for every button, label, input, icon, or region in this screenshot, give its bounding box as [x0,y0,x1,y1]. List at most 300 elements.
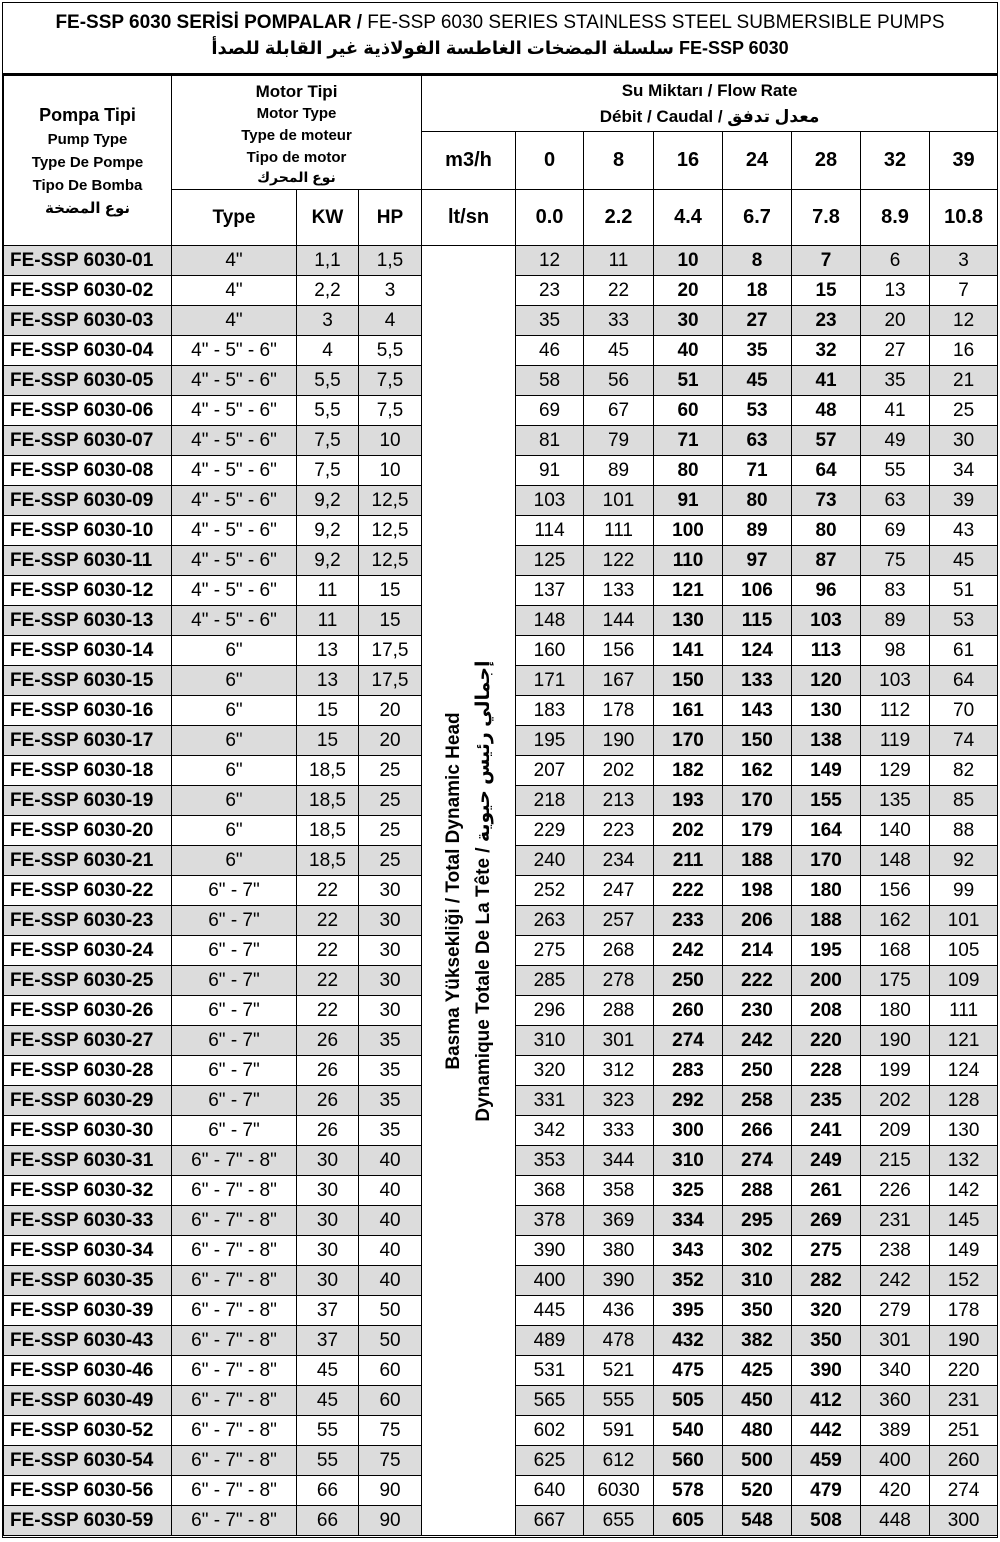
head-cell: 27 [861,336,930,366]
head-cell: 182 [654,756,723,786]
model-cell: FE-SSP 6030-03 [4,306,172,336]
model-cell: FE-SSP 6030-43 [4,1326,172,1356]
head-cell: 155 [792,786,861,816]
model-cell: FE-SSP 6030-23 [4,906,172,936]
flow-ltsn-cell: 8.9 [861,190,930,246]
head-cell: 200 [792,966,861,996]
head-cell: 111 [930,996,998,1026]
hp-cell: 25 [359,786,422,816]
head-cell: 331 [516,1086,584,1116]
head-cell: 175 [861,966,930,996]
head-cell: 202 [654,816,723,846]
hp-cell: 25 [359,756,422,786]
head-cell: 340 [861,1356,930,1386]
head-cell: 13 [861,276,930,306]
head-cell: 56 [584,366,654,396]
motor-type-cell: 6" [172,666,297,696]
model-cell: FE-SSP 6030-39 [4,1296,172,1326]
model-cell: FE-SSP 6030-16 [4,696,172,726]
motor-type-cell: 4" - 5" - 6" [172,546,297,576]
pump-type-en: Pump Type [47,130,128,148]
motor-type-cell: 6" - 7" [172,1056,297,1086]
head-cell: 333 [584,1116,654,1146]
head-cell: 436 [584,1296,654,1326]
head-cell: 257 [584,906,654,936]
model-cell: FE-SSP 6030-46 [4,1356,172,1386]
model-cell: FE-SSP 6030-05 [4,366,172,396]
head-cell: 45 [723,366,792,396]
head-cell: 202 [584,756,654,786]
hp-cell: 30 [359,876,422,906]
motor-type-ar: نوع المحرك [257,168,336,185]
head-cell: 152 [930,1266,998,1296]
motor-type-cell: 6" - 7" - 8" [172,1416,297,1446]
hp-cell: 15 [359,606,422,636]
kw-cell: 26 [297,1056,359,1086]
hp-cell: 60 [359,1356,422,1386]
motor-type-cell: 6" - 7" [172,1086,297,1116]
kw-cell: 26 [297,1086,359,1116]
head-cell: 320 [792,1296,861,1326]
head-cell: 148 [516,606,584,636]
hp-cell: 20 [359,726,422,756]
head-cell: 16 [930,336,998,366]
model-cell: FE-SSP 6030-52 [4,1416,172,1446]
head-cell: 390 [584,1266,654,1296]
head-cell: 69 [516,396,584,426]
motor-type-cell: 6" - 7" [172,996,297,1026]
head-cell: 61 [930,636,998,666]
head-cell: 209 [861,1116,930,1146]
head-cell: 115 [723,606,792,636]
hp-cell: 35 [359,1026,422,1056]
head-cell: 130 [792,696,861,726]
head-cell: 231 [861,1206,930,1236]
motor-type-cell: 4" - 5" - 6" [172,606,297,636]
head-cell: 223 [584,816,654,846]
head-cell: 170 [792,846,861,876]
head-cell: 51 [930,576,998,606]
head-cell: 369 [584,1206,654,1236]
head-cell: 156 [584,636,654,666]
head-cell: 548 [723,1506,792,1536]
model-cell: FE-SSP 6030-56 [4,1476,172,1506]
head-cell: 6030 [584,1476,654,1506]
head-cell: 233 [654,906,723,936]
head-cell: 124 [723,636,792,666]
head-cell: 195 [516,726,584,756]
pump-type-ar: نوع المضخة [45,199,130,217]
head-cell: 260 [930,1446,998,1476]
head-cell: 605 [654,1506,723,1536]
head-cell: 250 [654,966,723,996]
model-cell: FE-SSP 6030-30 [4,1116,172,1146]
kw-cell: 9,2 [297,546,359,576]
kw-cell: 22 [297,966,359,996]
head-cell: 432 [654,1326,723,1356]
model-cell: FE-SSP 6030-13 [4,606,172,636]
head-cell: 214 [723,936,792,966]
head-cell: 208 [792,996,861,1026]
head-cell: 279 [861,1296,930,1326]
head-cell: 342 [516,1116,584,1146]
head-cell: 241 [792,1116,861,1146]
motor-type-cell: 6" - 7" - 8" [172,1326,297,1356]
head-cell: 178 [930,1296,998,1326]
head-cell: 80 [654,456,723,486]
kw-cell: 18,5 [297,846,359,876]
hp-cell: 40 [359,1146,422,1176]
head-cell: 39 [930,486,998,516]
head-cell: 8 [723,246,792,276]
title-model: FE-SSP 6030 [678,38,789,58]
head-cell: 459 [792,1446,861,1476]
head-cell: 230 [723,996,792,1026]
head-cell: 222 [723,966,792,996]
head-cell: 188 [792,906,861,936]
head-cell: 190 [861,1026,930,1056]
head-cell: 263 [516,906,584,936]
head-cell: 71 [654,426,723,456]
head-cell: 285 [516,966,584,996]
motor-type-es: Tipo de motor [246,148,347,166]
head-cell: 480 [723,1416,792,1446]
hp-cell: 15 [359,576,422,606]
head-cell: 193 [654,786,723,816]
hp-cell: 25 [359,846,422,876]
head-cell: 310 [654,1146,723,1176]
head-cell: 190 [584,726,654,756]
model-cell: FE-SSP 6030-21 [4,846,172,876]
head-cell: 301 [861,1326,930,1356]
title-rest: FE-SSP 6030 SERIES STAINLESS STEEL SUBMERSIBLE PUMPS [362,12,945,33]
kw-cell: 2,2 [297,276,359,306]
motor-type-header [172,76,422,190]
head-cell: 250 [723,1056,792,1086]
motor-type-cell: 4" [172,246,297,276]
motor-type-tr: Motor Tipi [255,81,338,101]
pump-type-tr: Pompa Tipi [39,104,136,125]
head-cell: 368 [516,1176,584,1206]
head-cell: 378 [516,1206,584,1236]
head-cell: 30 [654,306,723,336]
head-cell: 143 [723,696,792,726]
motor-type-cell: 6" - 7" - 8" [172,1146,297,1176]
head-cell: 229 [516,816,584,846]
head-cell: 53 [930,606,998,636]
flow-ltsn-cell: 10.8 [930,190,998,246]
head-cell: 310 [516,1026,584,1056]
head-cell: 540 [654,1416,723,1446]
pump-type-fr: Type De Pompe [31,153,144,171]
motor-type-cell: 6" - 7" [172,936,297,966]
pump-type-es: Tipo De Bomba [32,176,143,194]
head-cell: 89 [861,606,930,636]
head-cell: 343 [654,1236,723,1266]
head-cell: 34 [930,456,998,486]
head-cell: 57 [792,426,861,456]
head-cell: 133 [584,576,654,606]
head-cell: 389 [861,1416,930,1446]
hp-cell: 35 [359,1086,422,1116]
head-cell: 18 [723,276,792,306]
head-cell: 125 [516,546,584,576]
head-cell: 350 [723,1296,792,1326]
head-cell: 268 [584,936,654,966]
head-cell: 231 [930,1386,998,1416]
kw-cell: 45 [297,1356,359,1386]
table-body [4,246,998,1536]
model-cell: FE-SSP 6030-06 [4,396,172,426]
head-cell: 45 [930,546,998,576]
model-cell: FE-SSP 6030-35 [4,1266,172,1296]
head-cell: 23 [516,276,584,306]
kw-cell: 55 [297,1416,359,1446]
head-cell: 520 [723,1476,792,1506]
flow-m3h-cell: 32 [861,132,930,190]
title-bold: FE-SSP 6030 SERİSİ POMPALAR / [55,12,363,33]
title-line-2 [3,35,997,61]
head-cell: 170 [723,786,792,816]
head-cell: 180 [792,876,861,906]
model-cell: FE-SSP 6030-29 [4,1086,172,1116]
head-cell: 215 [861,1146,930,1176]
model-cell: FE-SSP 6030-09 [4,486,172,516]
head-cell: 448 [861,1506,930,1536]
head-cell: 310 [723,1266,792,1296]
head-cell: 103 [516,486,584,516]
head-cell: 252 [516,876,584,906]
head-cell: 195 [792,936,861,966]
hp-cell: 30 [359,966,422,996]
total-dynamic-head-label [422,246,516,1536]
head-cell: 425 [723,1356,792,1386]
kw-cell: 7,5 [297,426,359,456]
hp-cell: 40 [359,1236,422,1266]
head-cell: 560 [654,1446,723,1476]
head-cell: 160 [516,636,584,666]
head-cell: 302 [723,1236,792,1266]
head-cell: 141 [654,636,723,666]
head-cell: 101 [930,906,998,936]
kw-cell: 22 [297,906,359,936]
head-cell: 111 [584,516,654,546]
head-cell: 228 [792,1056,861,1086]
kw-cell: 66 [297,1506,359,1536]
head-cell: 145 [930,1206,998,1236]
model-cell: FE-SSP 6030-25 [4,966,172,996]
head-cell: 58 [516,366,584,396]
motor-type-cell: 6" - 7" - 8" [172,1176,297,1206]
head-cell: 301 [584,1026,654,1056]
kw-cell: 30 [297,1146,359,1176]
head-cell: 296 [516,996,584,1026]
head-cell: 100 [654,516,723,546]
flow-m3h-cell: 8 [584,132,654,190]
head-cell: 12 [930,306,998,336]
head-cell: 113 [792,636,861,666]
head-label-line-2: Dynamique Totale De La Tête / إجمالي رئيس حيوية [472,659,494,1122]
head-cell: 15 [792,276,861,306]
kw-cell: 4 [297,336,359,366]
kw-cell: 5,5 [297,366,359,396]
head-cell: 64 [792,456,861,486]
head-cell: 96 [792,576,861,606]
kw-cell: 13 [297,666,359,696]
head-cell: 81 [516,426,584,456]
hp-cell: 30 [359,906,422,936]
head-cell: 35 [723,336,792,366]
type-header: Type [172,190,297,246]
head-cell: 352 [654,1266,723,1296]
head-cell: 119 [861,726,930,756]
kw-cell: 15 [297,726,359,756]
head-cell: 35 [861,366,930,396]
motor-type-cell: 4" - 5" - 6" [172,576,297,606]
flow-rate-header [422,76,998,132]
hp-cell: 10 [359,426,422,456]
head-cell: 240 [516,846,584,876]
head-cell: 344 [584,1146,654,1176]
head-cell: 249 [792,1146,861,1176]
head-cell: 49 [861,426,930,456]
hp-cell: 5,5 [359,336,422,366]
head-cell: 6 [861,246,930,276]
title-line-1 [3,11,997,35]
head-cell: 83 [861,576,930,606]
motor-type-cell: 4" [172,276,297,306]
motor-type-cell: 4" - 5" - 6" [172,516,297,546]
head-cell: 71 [723,456,792,486]
head-cell: 198 [723,876,792,906]
motor-type-cell: 6" - 7" - 8" [172,1446,297,1476]
hp-cell: 90 [359,1506,422,1536]
head-cell: 288 [723,1176,792,1206]
head-cell: 400 [861,1446,930,1476]
flow-m3h-cell: 39 [930,132,998,190]
model-cell: FE-SSP 6030-07 [4,426,172,456]
head-cell: 178 [584,696,654,726]
head-cell: 33 [584,306,654,336]
hp-cell: 7,5 [359,366,422,396]
head-cell: 235 [792,1086,861,1116]
head-cell: 275 [792,1236,861,1266]
head-cell: 27 [723,306,792,336]
hp-cell: 17,5 [359,666,422,696]
model-cell: FE-SSP 6030-33 [4,1206,172,1236]
head-cell: 390 [516,1236,584,1266]
head-cell: 390 [792,1356,861,1386]
flow-rate-line-2: Débit / Caudal / معدل تدفق [599,106,820,126]
head-cell: 500 [723,1446,792,1476]
head-cell: 218 [516,786,584,816]
head-cell: 300 [930,1506,998,1536]
kw-cell: 9,2 [297,516,359,546]
head-cell: 350 [792,1326,861,1356]
model-cell: FE-SSP 6030-59 [4,1506,172,1536]
hp-cell: 50 [359,1326,422,1356]
head-cell: 325 [654,1176,723,1206]
head-cell: 213 [584,786,654,816]
kw-cell: 30 [297,1176,359,1206]
model-cell: FE-SSP 6030-32 [4,1176,172,1206]
head-cell: 144 [584,606,654,636]
head-cell: 188 [723,846,792,876]
motor-type-cell: 6" - 7" - 8" [172,1266,297,1296]
kw-cell: 13 [297,636,359,666]
kw-cell: 26 [297,1116,359,1146]
flow-ltsn-cell: 7.8 [792,190,861,246]
hp-cell: 17,5 [359,636,422,666]
motor-type-cell: 6" - 7" - 8" [172,1476,297,1506]
motor-type-cell: 6" - 7" - 8" [172,1356,297,1386]
head-cell: 63 [723,426,792,456]
kw-cell: 11 [297,576,359,606]
model-cell: FE-SSP 6030-02 [4,276,172,306]
head-cell: 274 [723,1146,792,1176]
head-cell: 99 [930,876,998,906]
head-cell: 25 [930,396,998,426]
kw-cell: 9,2 [297,486,359,516]
head-cell: 242 [861,1266,930,1296]
title-arabic: سلسلة المضخات الغاطسة الفولاذية غير القابلة للصدأ [211,38,674,58]
head-cell: 170 [654,726,723,756]
head-cell: 323 [584,1086,654,1116]
head-cell: 168 [861,936,930,966]
head-cell: 63 [861,486,930,516]
head-cell: 91 [654,486,723,516]
hp-cell: 7,5 [359,396,422,426]
head-cell: 35 [516,306,584,336]
head-cell: 133 [723,666,792,696]
motor-type-en: Motor Type [256,104,337,122]
head-cell: 10 [654,246,723,276]
head-cell: 442 [792,1416,861,1446]
head-cell: 67 [584,396,654,426]
hp-cell: 40 [359,1266,422,1296]
kw-cell: 22 [297,936,359,966]
kw-cell: 18,5 [297,816,359,846]
hp-cell: 20 [359,696,422,726]
head-cell: 283 [654,1056,723,1086]
model-cell: FE-SSP 6030-01 [4,246,172,276]
motor-type-cell: 4" - 5" - 6" [172,426,297,456]
head-cell: 531 [516,1356,584,1386]
model-cell: FE-SSP 6030-12 [4,576,172,606]
head-cell: 124 [930,1056,998,1086]
flow-ltsn-cell: 2.2 [584,190,654,246]
head-cell: 274 [654,1026,723,1056]
head-cell: 103 [792,606,861,636]
head-cell: 73 [792,486,861,516]
flow-m3h-cell: 28 [792,132,861,190]
head-cell: 412 [792,1386,861,1416]
head-cell: 207 [516,756,584,786]
sheet-title [3,3,997,75]
model-cell: FE-SSP 6030-28 [4,1056,172,1086]
hp-cell: 75 [359,1446,422,1476]
hp-cell: 35 [359,1056,422,1086]
head-cell: 400 [516,1266,584,1296]
head-cell: 32 [792,336,861,366]
hp-cell: 30 [359,936,422,966]
head-cell: 64 [930,666,998,696]
kw-cell: 7,5 [297,456,359,486]
model-cell: FE-SSP 6030-17 [4,726,172,756]
kw-cell: 3 [297,306,359,336]
model-cell: FE-SSP 6030-31 [4,1146,172,1176]
head-cell: 79 [584,426,654,456]
